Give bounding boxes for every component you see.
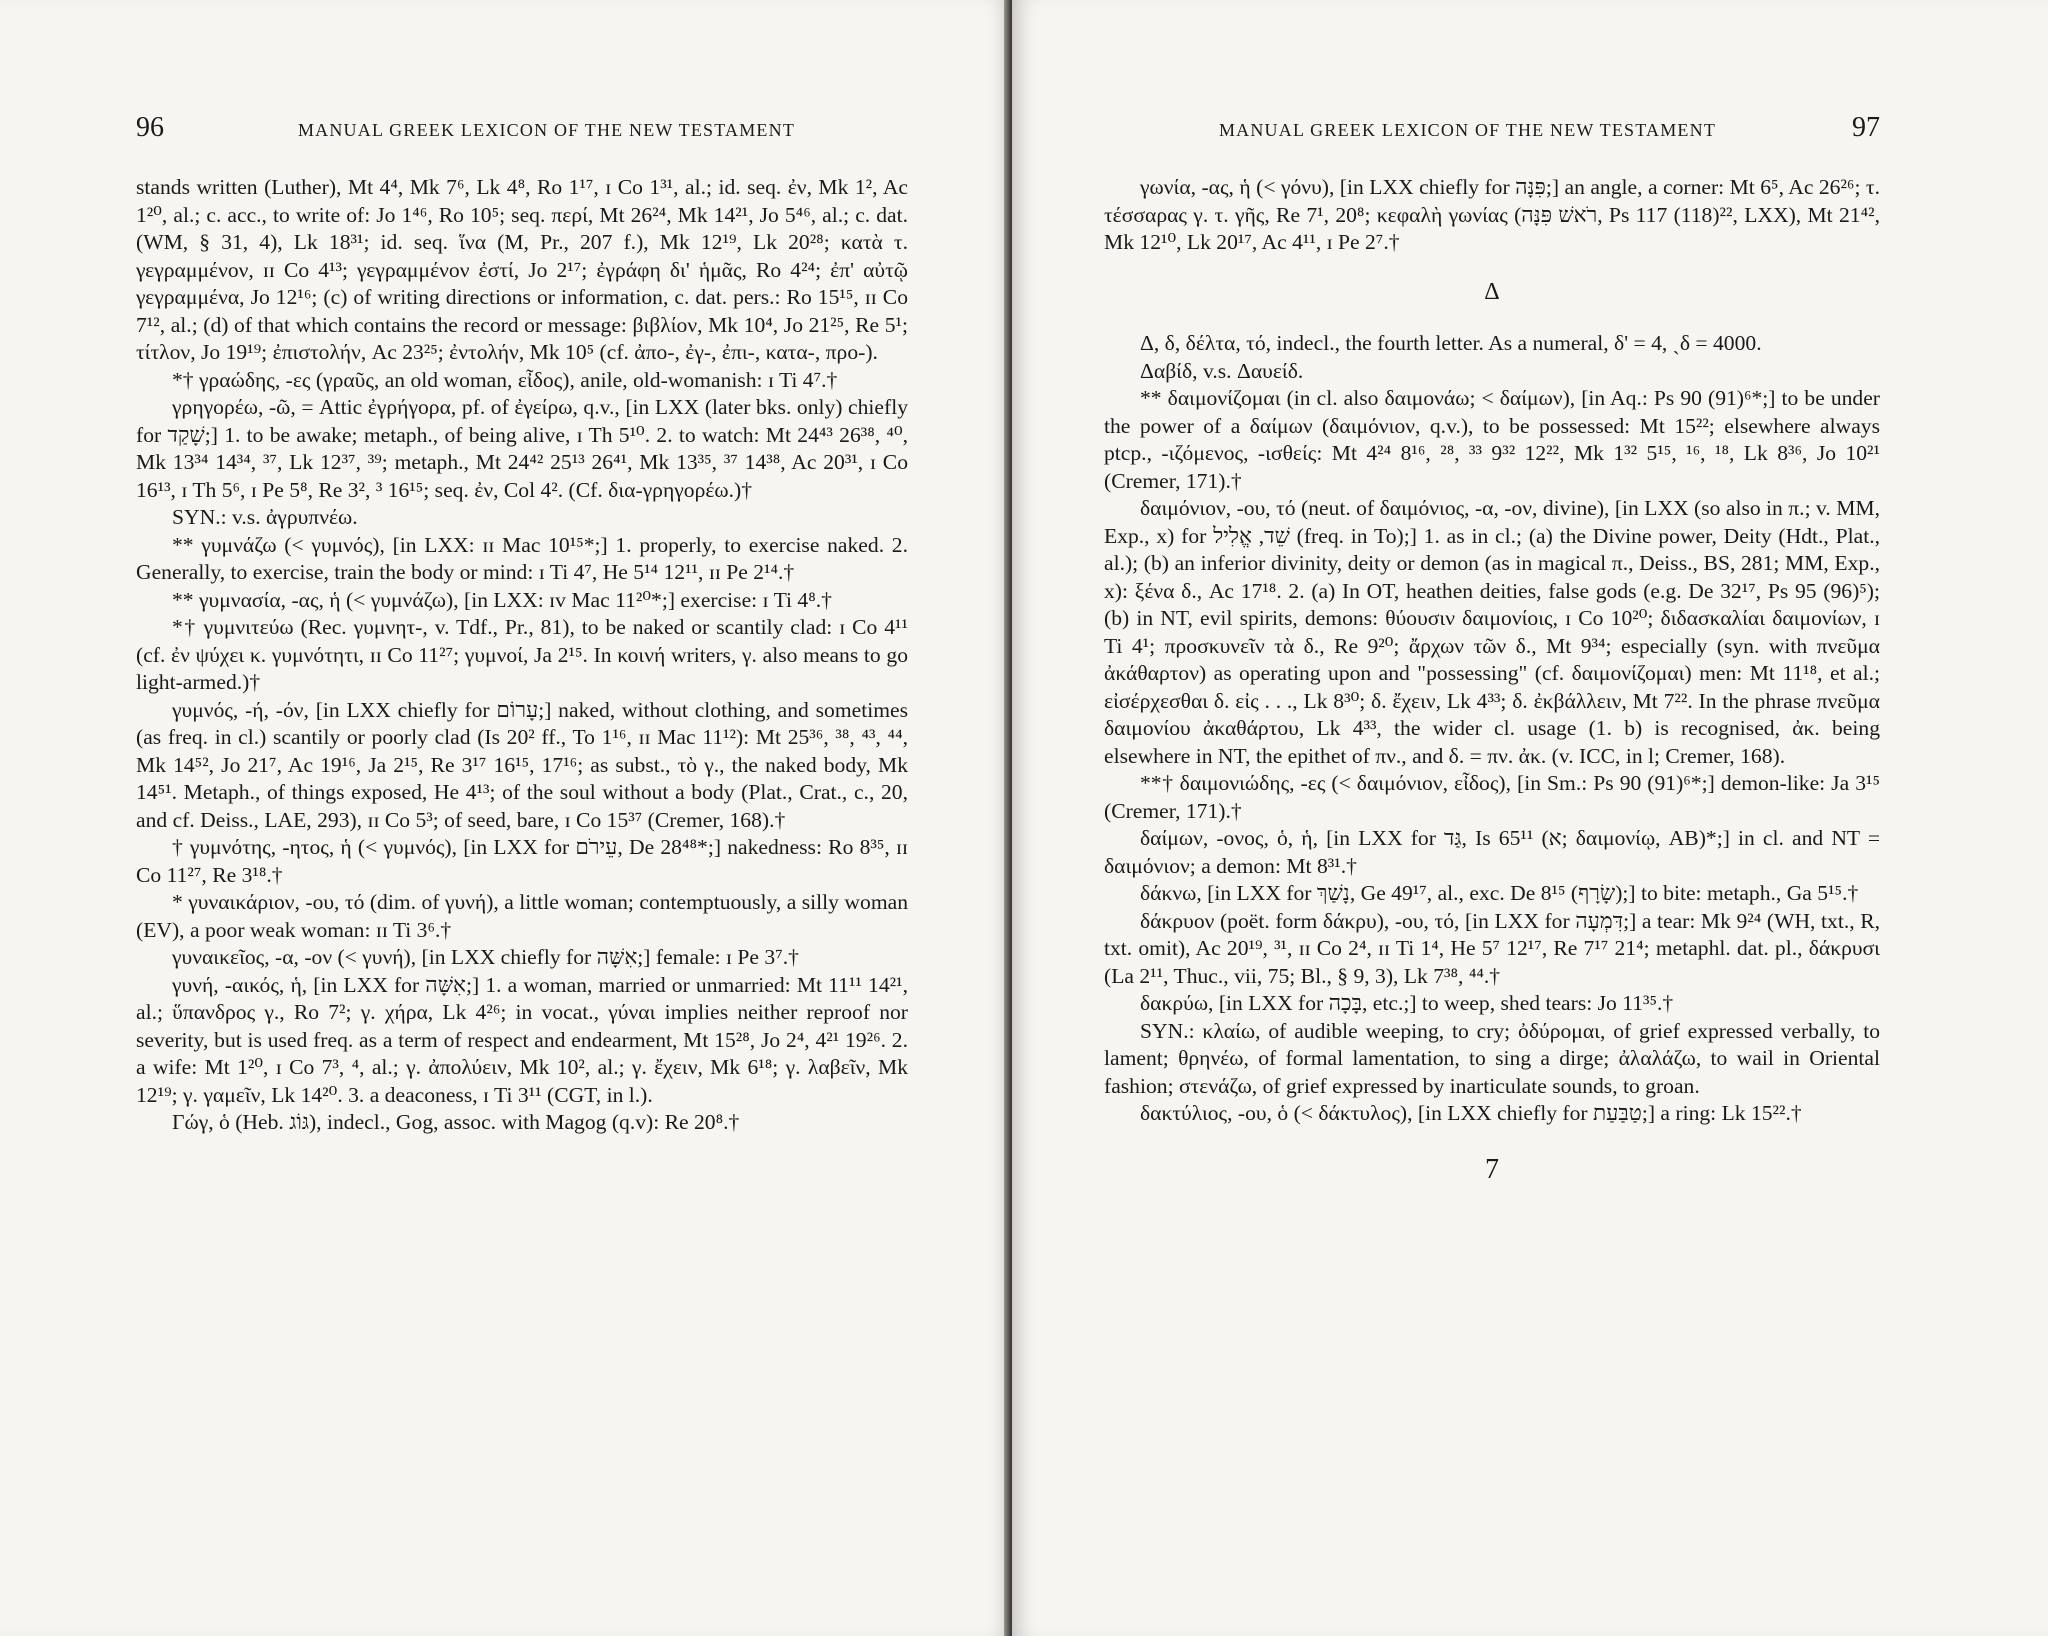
lexicon-entry: δαίμων, -ονος, ὁ, ἡ, [in LXX for גַּד, Is 65¹¹ (א; δαιμονίῳ, AB)*;] in cl. and NT = δαιμόνιον; a demon: Mt 8³¹.† [1104, 826, 1881, 878]
lexicon-entry: γυμνός, -ή, -όν, [in LXX chiefly for עָרוֹם;] naked, without clothing, and sometimes (as freq. in cl.) scantily or poorly clad (Is 20² ff., To 1¹⁶, ɪɪ Mac 11¹²): Mt 25³⁶, ³⁸, ⁴³, ⁴⁴, Mk 14⁵², Jo 21⁷, Ac 19¹⁶, Ja 2¹⁵, Re 3¹⁷ 16¹⁵, 17¹⁶; as subst., τὸ γ., the naked body, Mk 14⁵¹. Metaph., of things exposed, He 4¹³; of the soul without a body (Plat., Crat., c., 20, and cf. Deiss., LAE, 293), ɪɪ Co 5³; of seed, bare, ɪ Co 15³⁷ (Cremer, 168).† [136, 697, 908, 832]
left-running-title: MANUAL GREEK LEXICON OF THE NEW TESTAMENT [297, 120, 796, 140]
left-page-number: 96 [136, 112, 164, 143]
right-page-number: 97 [1851, 112, 1880, 143]
lexicon-entry: **† δαιμονιώδης, -ες (< δαιμόνιον, εἶδος), [in Sm.: Ps 90 (91)⁶*;] demon-like: Ja 3¹⁵ (Cremer, 171).† [1104, 771, 1880, 823]
synonym-note: SYN.: κλαίω, of audible weeping, to cry; ὀδύρομαι, of grief expressed verbally, to lament; θρηνέω, of formal lamentation, to sing a dirge; ἀλαλάζω, to wail in Oriental fashion; στενάζω, of grief expressed by inarticulate sounds, to groan. [1104, 1018, 1880, 1098]
lexicon-entry: Δαβίδ, v.s. Δαυείδ. [1140, 358, 1304, 383]
lexicon-entry: γυναικεῖος, -α, -ον (< γυνή), [in LXX chiefly for אִשָּׁה;] female: ɪ Pe 3⁷.† [172, 945, 799, 969]
lexicon-entry: γυνή, -αικός, ἡ, [in LXX for אִשָּׁה;] 1. a woman, married or unmarried: Mt 11¹¹ 14²¹, al.; ὕπανδρος γ., Ro 7²; γ. χήρα, Lk 4²⁶; in vocat., γύναι implies neither reproof nor severity, but is used freq. as a term of respect and endearment, Mt 15²⁸, Jo 2⁴, 4²¹ 19²⁶. 2. a wife: Mt 1²⁰, ɪ Co 7³, ⁴, al.; γ. ἀπολύειν, Mk 10², al.; γ. ἔχειν, Mk 6¹⁸; γ. λαβεῖν, Mk 12¹⁹; γ. γαμεῖν, Lk 14²⁰. 3. a deaconess, ɪ Ti 3¹¹ (CGT, in l.). [136, 972, 908, 1107]
right-page-body [1104, 174, 1880, 1128]
lexicon-entry: δαιμόνιον, -ου, τό (neut. of δαιμόνιος, -α, -ον, divine), [in LXX (so also in π.; v. MM, Exp., x) for שֵׁד, אֱלִיל (freq. in To);] 1. as in cl.; (a) the Divine power, Deity (Hdt., Plat., al.); (b) an inferior divinity, deity or demon (as in magical π., Deiss., BS, 281; MM, Exp., x): ξένα δ., Ac 17¹⁸. 2. (a) In OT, heathen deities, false gods (e.g. De 32¹⁷, Ps 95 (96)⁵); (b) in NT, evil spirits, demons: θύουσιν δαιμονίοις, ɪ Co 10²⁰; διδασκαλίαι δαιμονίων, ɪ Ti 4¹; προσκυνεῖν τὰ δ., Re 9²⁰; ἄρχων τῶν δ., Mt 9³⁴; especially (syn. with πνεῦμα ἀκάθαρτον) as operating upon and "possessing" (cf. δαιμονίζομαι) men: Mt 11¹⁸, et al.; εἰσέρχεσθαι δ. εἰς . . ., Lk 8³⁰; δ. ἔχειν, Lk 4³³; δ. ἐκβάλλειν, Mt 7²². In the phrase πνεῦμα δαιμονίου ἀκαθάρτου, Lk 4³³, the wider cl. usage (1. b) is recognised, ἀκ. being elsewhere in NT, the epithet of πν., and δ. = πν. ἀκ. (v. ICC, in l; Cremer, 168). [1104, 496, 1881, 768]
right-running-title: MANUAL GREEK LEXICON OF THE NEW TESTAMENT [1218, 120, 1717, 140]
lexicon-entry: Γώγ, ὁ (Heb. גּוֹג), indecl., Gog, assoc. with Magog (q.v): Re 20⁸.† [172, 1110, 740, 1134]
lexicon-entry: ** γυμνασία, -ας, ἡ (< γυμνάζω), [in LXX: ɪv Mac 11²⁰*;] exercise: ɪ Ti 4⁸.† [172, 587, 832, 612]
lexicon-entry: ** δαιμονίζομαι (in cl. also δαιμονάω; < δαίμων), [in Aq.: Ps 90 (91)⁶*;] to be under the power of a δαίμων (δαιμόνιον, q.v.), to be possessed: Mt 15²²; elsewhere always ptcp., -ιζόμενος, -ισθείς: Mt 4²⁴ 8¹⁶, ²⁸, ³³ 9³² 12²², Mk 1³² 5¹⁵, ¹⁶, ¹⁸, Lk 8³⁶, Jo 10²¹ (Cremer, 171).† [1104, 386, 1880, 493]
lexicon-entry: ** γυμνάζω (< γυμνός), [in LXX: ɪɪ Mac 10¹⁵*;] 1. properly, to exercise naked. 2. Generally, to exercise, train the body or mind: ɪ Ti 4⁷, He 5¹⁴ 12¹¹, ɪɪ Pe 2¹⁴.† [136, 532, 908, 584]
section-letter-heading: Δ [1484, 278, 1500, 305]
lexicon-entry: † γυμνότης, -ητος, ἡ (< γυμνός), [in LXX for עֵירֹם, De 28⁴⁸*;] nakedness: Ro 8³⁵, ɪɪ Co 11²⁷, Re 3¹⁸.† [136, 835, 908, 887]
left-page-body [136, 174, 908, 1137]
lexicon-entry: Δ, δ, δέλτα, τό, indecl., the fourth letter. As a numeral, δ' = 4, ˏδ = 4000. [1140, 331, 1762, 355]
lexicon-entry: δακρύω, [in LXX for בָּכָה, etc.;] to weep, shed tears: Jo 11³⁵.† [1140, 991, 1674, 1015]
lexicon-entry: γωνία, -ας, ἡ (< γόνυ), [in LXX chiefly for פִּנָּה;] an angle, a corner: Mt 6⁵, Ac 26²⁶; τ. τέσσαρας γ. τ. γῆς, Re 7¹, 20⁸; κεφαλὴ γωνίας (רֹאשׁ פִּנָּה, Ps 117 (118)²², LXX), Mt 21⁴², Mk 12¹⁰, Lk 20¹⁷, Ac 4¹¹, ɪ Pe 2⁷.† [1104, 175, 1880, 254]
lexicon-entry: δάκρυον (poët. form δάκρυ), -ου, τό, [in LXX for דִּמְעָה;] a tear: Mk 9²⁴ (WH, txt., R, txt. omit), Ac 20¹⁹, ³¹, ɪɪ Co 2⁴, ɪɪ Ti 1⁴, He 5⁷ 12¹⁷, Re 7¹⁷ 21⁴; metaphl. dat. pl., δάκρυσι (La 2¹¹, Thuc., vii, 75; Bl., § 9, 3), Lk 7³⁸, ⁴⁴.† [1104, 908, 1880, 988]
right-running-head [1104, 112, 1880, 144]
lexicon-entry: stands written (Luther), Mt 4⁴, Mk 7⁶, Lk 4⁸, Ro 1¹⁷, ɪ Co 1³¹, al.; id. seq. ἐν, Mk 1², Ac 1²⁰, al.; c. acc., to write of: Jo 1⁴⁶, Ro 10⁵; seq. περί, Mt 26²⁴, Mk 14²¹, Jo 5⁴⁶, al.; c. dat. (WM, § 31, 4), Lk 18³¹; id. seq. ἵνα (M, Pr., 207 f.), Mk 12¹⁹, Lk 20²⁸; κατὰ τ. γεγραμμένον, ɪɪ Co 4¹³; γεγραμμένον ἐστί, Jo 2¹⁷; ἐγράφη δι' ἡμᾶς, Ro 4²⁴; ἐπ' αὐτῷ γεγραμμένα, Jo 12¹⁶; (c) of writing directions or information, c. dat. pers.: Ro 15¹⁵, ɪɪ Co 7¹², al.; (d) of that which contains the record or message: βιβλίον, Mk 10⁴, Jo 21²⁵, Re 5¹; τίτλον, Jo 19¹⁹; ἐπιστολήν, Ac 23²⁵; ἐντολήν, Mk 10⁵ (cf. ἀπο-, ἐγ-, ἐπι-, κατα-, προ-). [136, 175, 908, 364]
left-running-head [136, 112, 908, 144]
lexicon-entry: * γυναικάριον, -ου, τό (dim. of γυνή), a little woman; contemptuously, a silly woman (EV), a poor weak woman: ɪɪ Ti 3⁶.† [136, 890, 908, 942]
lexicon-entry: γρηγορέω, -ῶ, = Attic ἐγρήγορα, pf. of ἐγείρω, q.v., [in LXX (later bks. only) chiefly for שָׁקַד;] 1. to be awake; metaph., of being alive, ɪ Th 5¹⁰. 2. to watch: Mt 24⁴³ 26³⁸, ⁴⁰, Mk 13³⁴ 14³⁴, ³⁷, Lk 12³⁷, ³⁹; metaph., Mt 24⁴² 25¹³ 26⁴¹, Mk 13³⁵, ³⁷ 14³⁸, Ac 20³¹, ɪ Co 16¹³, ɪ Th 5⁶, ɪ Pe 5⁸, Re 3², ³ 16¹⁵; seq. ἐν, Col 4². (Cf. δια-γρηγορέω.)† [136, 395, 909, 502]
signature-mark: 7 [1485, 1153, 1499, 1185]
lexicon-entry: *† γραώδης, -ες (γραῦς, an old woman, εἶδος), anile, old-womanish: ɪ Ti 4⁷.† [172, 367, 838, 392]
synonym-note: SYN.: v.s. ἀγρυπνέω. [172, 505, 358, 529]
lexicon-entry: δακτύλιος, -ου, ὁ (< δάκτυλος), [in LXX chiefly for טַבַּעַת;] a ring: Lk 15²².† [1140, 1101, 1802, 1125]
lexicon-entry: *† γυμνιτεύω (Rec. γυμνητ-, v. Tdf., Pr., 81), to be naked or scantily clad: ɪ Co 4¹¹ (cf. ἐν ψύχει κ. γυμνότητι, ɪɪ Co 11²⁷; γυμνοί, Ja 2¹⁵. In κοινή writers, γ. also means to go light-armed.)† [136, 615, 908, 694]
right-page [1012, 0, 2048, 1636]
left-page [0, 0, 1012, 1636]
lexicon-entry: δάκνω, [in LXX for נָשַׁךְ, Ge 49¹⁷, al., exc. De 8¹⁵ (שָׂרָף);] to bite: metaph., Ga 5¹⁵.† [1140, 881, 1859, 905]
